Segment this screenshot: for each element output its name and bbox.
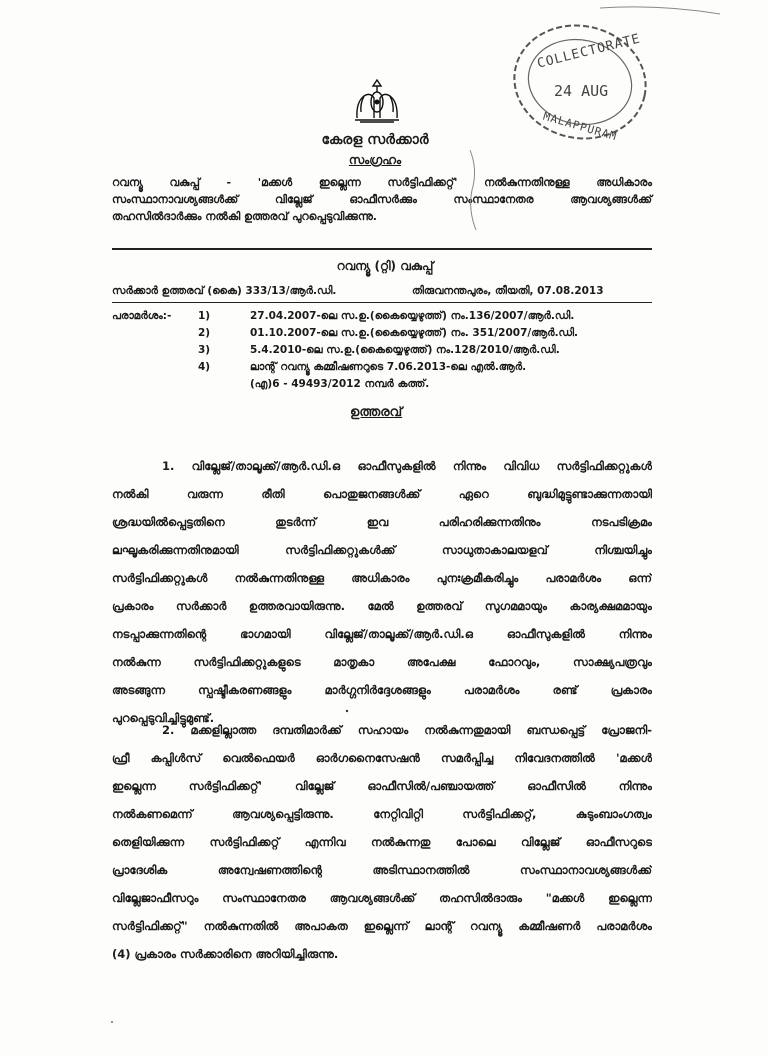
paragraph-line: ലഘൂകരിക്കുന്നതിനുമായി സർട്ടിഫിക്കറ്റുകൾക്ക് സാധുതാകാലയളവ് നിശ്ചയിച്ചും	[112, 543, 652, 557]
reference-text: ലാന്റ് റവന്യൂ കമ്മീഷണറുടെ 7.06.2013-ലെ എൽ.ആർ.	[250, 361, 527, 373]
reference-continuation: (എ)6 - 49493/2012 നമ്പർ കത്ത്.	[250, 378, 430, 390]
paragraph-line: നടപ്പാക്കുന്നതിന്റെ ഭാഗമായി വില്ലേജ്/താലൂക്ക്/ആർ.ഡി.ഒ ഓഫീസുകളിൽ നിന്നും	[112, 627, 652, 641]
department-heading: റവന്യൂ (റ്റി) വകുപ്പ്	[336, 259, 434, 273]
reference-item	[198, 327, 578, 340]
stamp-top-text: COLLECTORATE	[535, 31, 643, 72]
collectorate-stamp	[496, 12, 656, 152]
paragraph-line: നൽകണമെന്ന് ആവശ്യപ്പെട്ടിരുന്നു. നേറ്റിവിറ്റി സർട്ടിഫിക്കറ്റ്, കുടുംബാംഗത്വം	[112, 807, 652, 821]
paragraph-line: അടങ്ങുന്ന സ്പഷ്ടീകരണങ്ങളും മാർഗ്ഗനിർദ്ദേശങ്ങളും പരാമർശം രണ്ട് പ്രകാരം	[112, 683, 652, 697]
reference-number: 1)	[198, 310, 211, 322]
order-number: സർക്കാർ ഉത്തരവ് (കൈ) 333/13/ആർ.ഡി.	[112, 285, 337, 297]
kerala-emblem-icon	[352, 78, 402, 124]
reference-number: 3)	[198, 344, 211, 356]
header-divider	[112, 248, 652, 250]
summary-line: സംസ്ഥാനാവശ്യങ്ങൾക്ക് വില്ലേജ് ഓഫീസർക്കും സംസ്ഥാനേതര ആവശ്യങ്ങൾക്ക്	[112, 193, 652, 206]
paragraph-line: ഫ്രീ കപ്പിൾസ് വെൽഫെയർ ഓർഗനൈസേഷൻ സമർപ്പിച്ച നിവേദനത്തിൽ 'മക്കൾ	[112, 751, 652, 765]
reference-item	[198, 361, 526, 374]
references-label: പരാമർശം:-	[112, 310, 172, 322]
reference-text: 27.04.2007-ലെ സ.ഉ.(കൈയ്യെഴുത്ത്) നം.136/2007/ആർ.ഡി.	[250, 310, 575, 322]
paragraph-line: നൽകുന്ന സർട്ടിഫിക്കറ്റുകളുടെ മാതൃകാ അപേക്ഷ ഫോറവും, സാക്ഷ്യപത്രവും	[112, 655, 652, 669]
stamp-date: 24 AUG	[554, 82, 609, 100]
paragraph-line: ശ്രദ്ധയിൽപ്പെട്ടതിനെ തുടർന്ന് ഇവ പരിഹരിക്കുന്നതിനും നടപടിക്രമം	[112, 515, 652, 529]
paragraph-line: സർട്ടിഫിക്കറ്റുകൾ നൽകുന്നതിനുള്ള അധികാരം പുനഃക്രമീകരിച്ചും പരാമർശം ഒന്ന്	[112, 571, 652, 585]
reference-item	[198, 344, 560, 357]
paragraph-line: 1. വില്ലേജ്/താലൂക്ക്/ആർ.ഡി.ഒ ഓഫീസുകളിൽ നിന്നും വിവിധ സർട്ടിഫിക്കറ്റുകൾ	[162, 459, 652, 473]
paragraph-line: പുറപ്പെടുവിച്ചിട്ടുമുണ്ട്.	[112, 711, 215, 725]
paragraph-line: പ്രാദേശിക അന്വേഷണത്തിന്റെ അടിസ്ഥാനത്തിൽ സംസ്ഥാനാവശ്യങ്ങൾക്ക്	[112, 863, 652, 877]
reference-item	[198, 310, 574, 323]
paragraph-line: വില്ലേജാഫീസറും സംസ്ഥാനേതര ആവശ്യങ്ങൾക്ക് തഹസിൽദാരും "മക്കൾ ഇല്ലെന്ന	[112, 891, 652, 905]
summary-line: തഹസിൽദാർക്കും നൽകി ഉത്തരവ് പുറപ്പെടുവിക്കുന്നു.	[112, 210, 377, 223]
summary-line: റവന്യൂ വകുപ്പ് - 'മക്കൾ ഇല്ലെന്ന സർട്ടിഫിക്കറ്റ്' നൽകുന്നതിനുള്ള അധികാരം	[112, 176, 652, 189]
summary-heading: സംഗ്രഹം	[348, 153, 402, 167]
reference-text: 5.4.2010-ലെ സ.ഉ.(കൈയ്യെഴുത്ത്) നം.128/2010/ആർ.ഡി.	[250, 344, 560, 356]
summary-text	[112, 174, 652, 225]
government-title: കേരള സർക്കാർ	[321, 132, 429, 148]
paragraph-line: തെളിയിക്കുന്ന സർട്ടിഫിക്കറ്റ് എന്നിവ നൽകുന്നതു പോലെ വില്ലേജ് ഓഫീസറുടെ	[112, 835, 652, 849]
order-divider	[112, 302, 652, 303]
reference-number: 4)	[198, 361, 211, 373]
paragraph-line: നൽകി വരുന്ന രീതി പൊതുജനങ്ങൾക്ക് ഏറെ ബുദ്ധിമുട്ടുണ്ടാക്കുന്നതായി	[112, 487, 652, 501]
order-heading: ഉത്തരവ്	[350, 405, 403, 420]
paragraph-line: 2. മക്കളില്ലാത്ത ദമ്പതിമാർക്ക് സഹായം നൽകുന്നതുമായി ബന്ധപ്പെട്ട് പ്രോജനി-	[162, 723, 652, 737]
paragraph-2	[112, 716, 652, 968]
paragraph-line: പ്രകാരം സർക്കാർ ഉത്തരവായിരുന്നു. മേൽ ഉത്തരവ് സുഗമമായും കാര്യക്ഷമമായും	[112, 599, 652, 613]
place-date: തിരുവനന്തപുരം, തീയതി, 07.08.2013	[412, 285, 604, 297]
paragraph-1	[112, 452, 652, 732]
stamp-bottom-text: MALAPPURAM	[541, 109, 619, 144]
reference-number: 2)	[198, 327, 211, 339]
reference-text: 01.10.2007-ലെ സ.ഉ.(കൈയ്യെഴുത്ത്) നം. 351/2007/ആർ.ഡി.	[250, 327, 578, 339]
paragraph-line: (4) പ്രകാരം സർക്കാരിനെ അറിയിച്ചിരുന്നു.	[112, 947, 339, 961]
paragraph-line: ഇല്ലെന്ന സർട്ടിഫിക്കറ്റ്' വില്ലേജ് ഓഫീസിൽ/പഞ്ചായത്ത് ഓഫീസിൽ നിന്നും	[112, 779, 652, 793]
paragraph-line: സർട്ടിഫിക്കറ്റ്" നൽകുന്നതിൽ അപാകത ഇല്ലെന്ന് ലാന്റ് റവന്യൂ കമ്മീഷണർ പരാമർശം	[112, 919, 652, 933]
